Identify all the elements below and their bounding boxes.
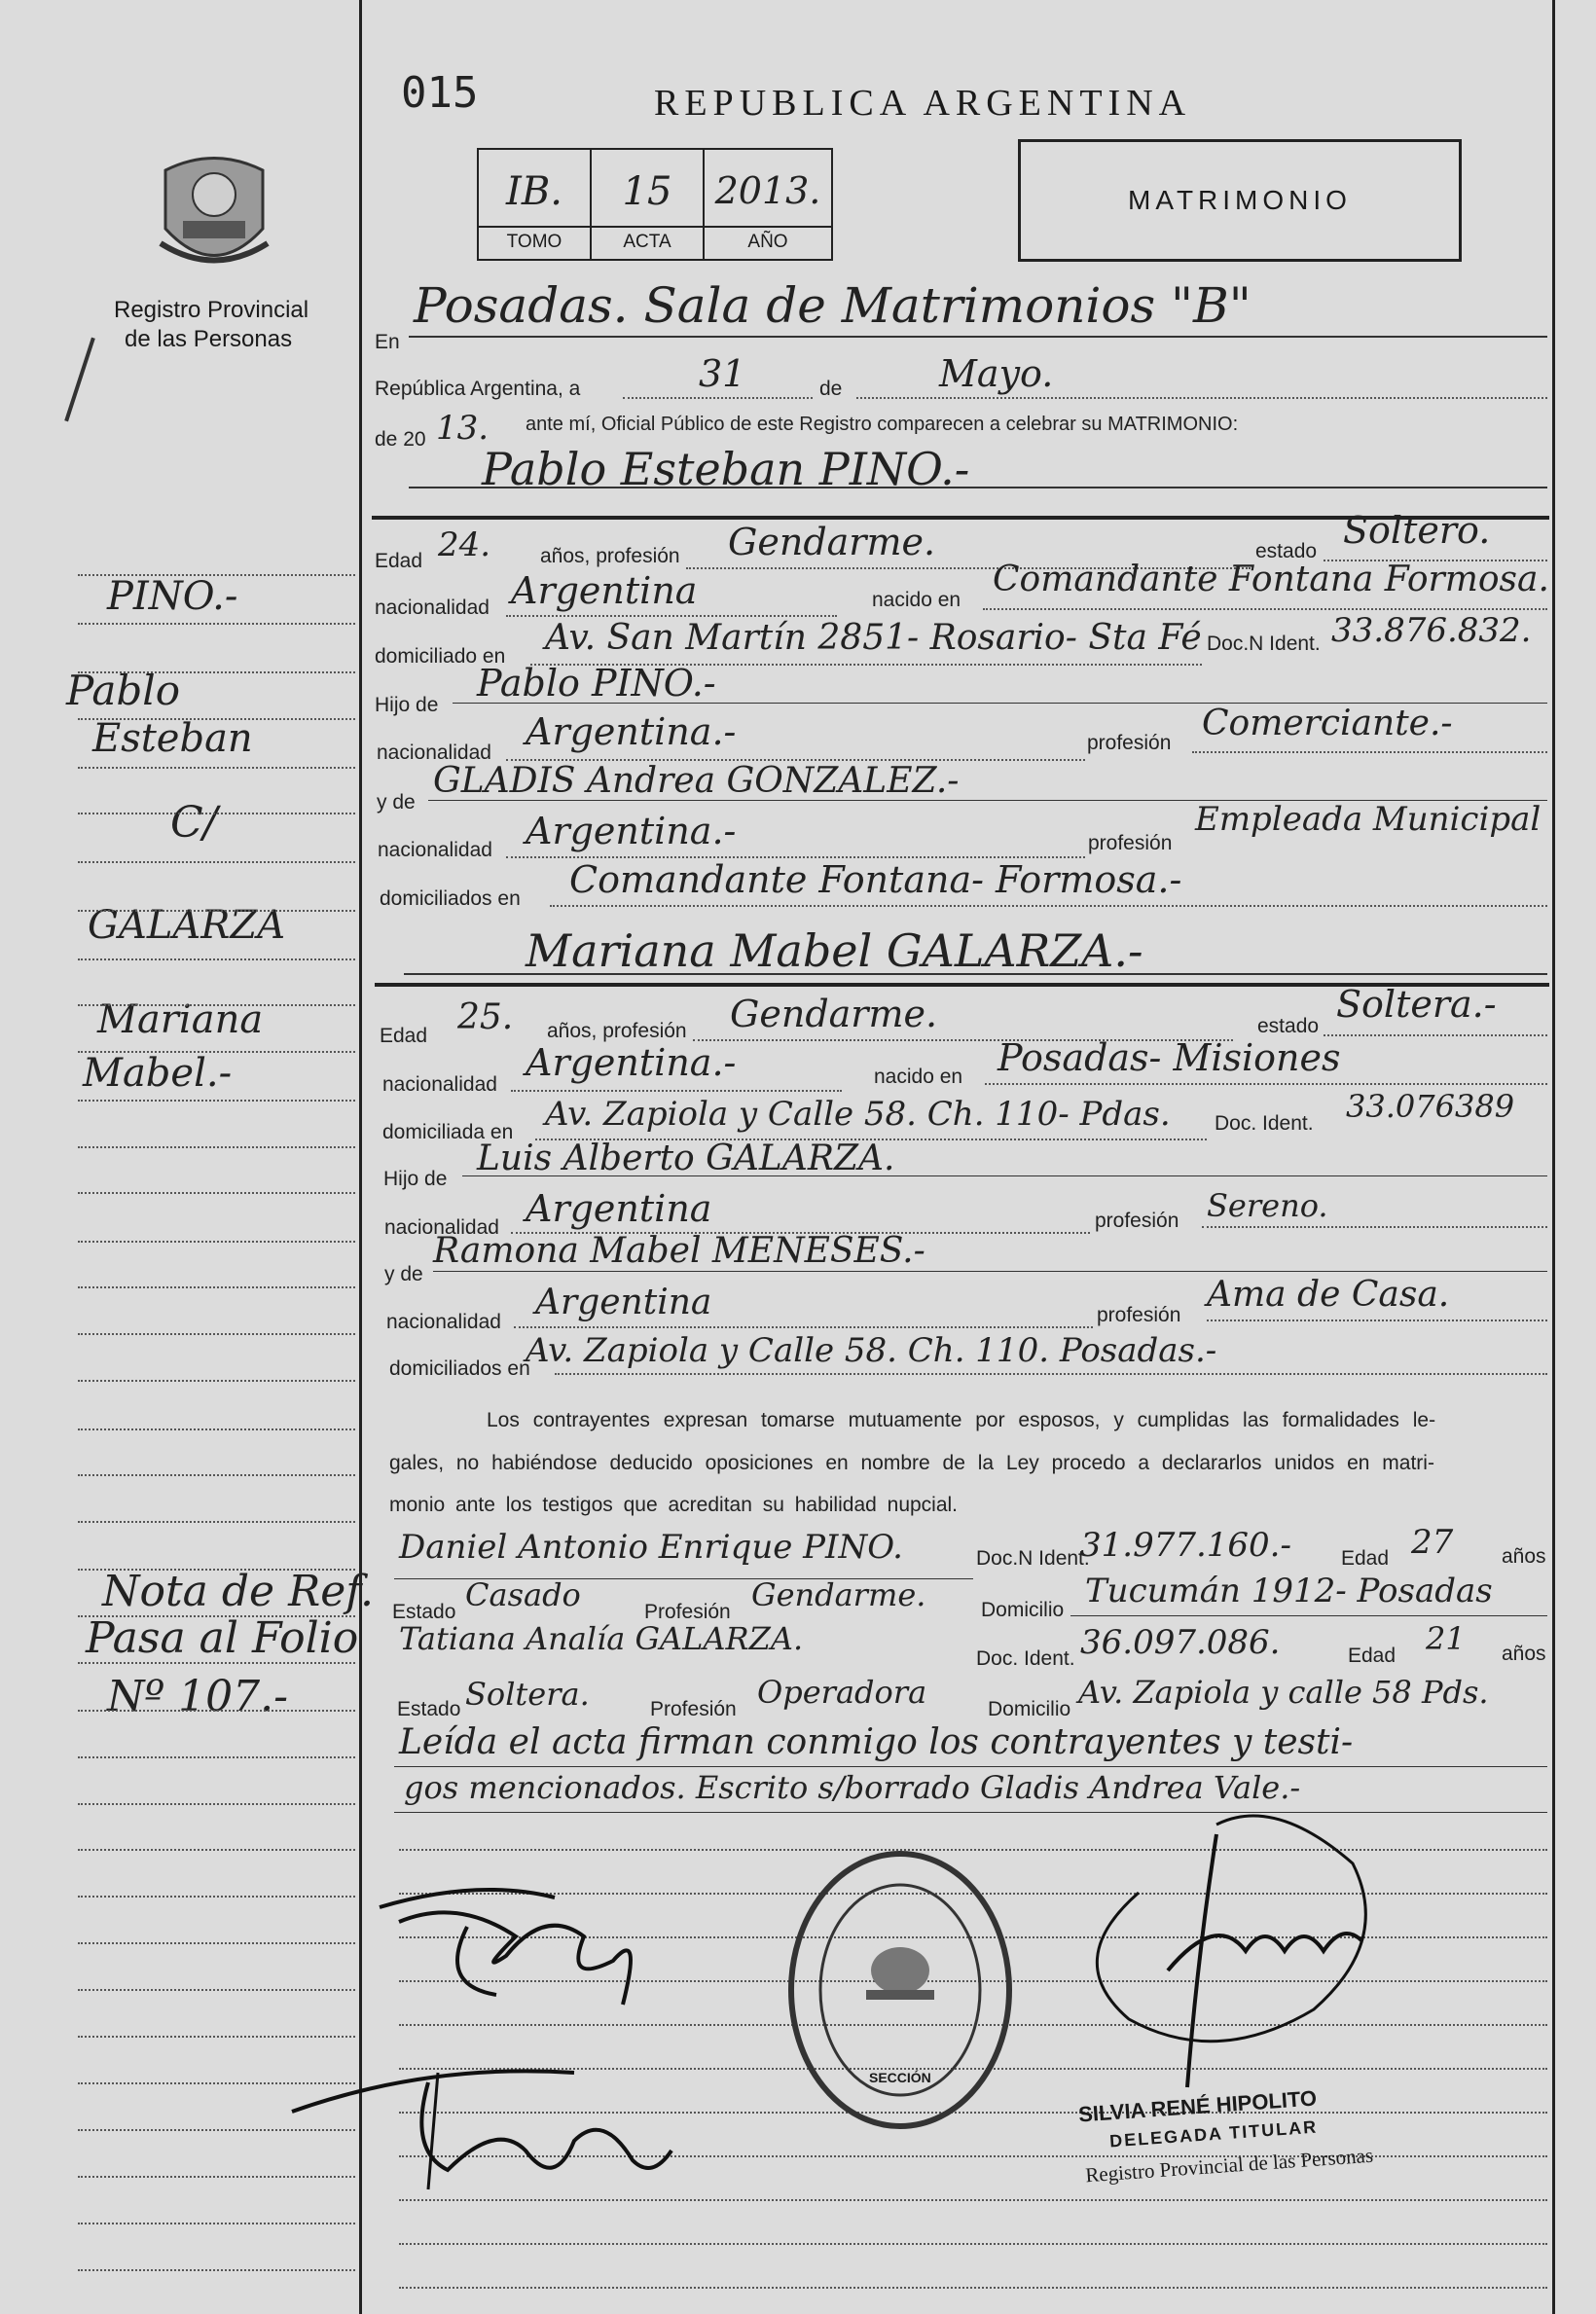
groom-address: Av. San Martín 2851- Rosario- Sta Fé (545, 618, 1202, 658)
witness1-prof: Gendarme. (751, 1576, 926, 1613)
witness2-name: Tatiana Analía GALARZA. (399, 1620, 804, 1657)
groom-mother: GLADIS Andrea GONZALEZ.- (433, 761, 960, 801)
witness2-doc-label: Doc. Ident. (976, 1647, 1075, 1670)
witness1-dom: Tucumán 1912- Posadas (1085, 1572, 1493, 1610)
bride-anios-label: años, profesión (547, 1020, 687, 1042)
bride-father-prof-label: profesión (1095, 1210, 1179, 1232)
bride-father: Luis Alberto GALARZA. (477, 1139, 895, 1178)
acta-label: ACTA (592, 226, 703, 259)
tomo-label: TOMO (479, 226, 590, 259)
witness2-age: 21 (1426, 1620, 1466, 1657)
witness2-doc: 36.097.086. (1080, 1623, 1281, 1662)
official-name: SILVIA RENÉ HIPOLITO (1077, 2085, 1318, 2127)
groom-yde-label: y de (377, 791, 416, 814)
marriage-place: Posadas. Sala de Matrimonios "B" (414, 277, 1251, 334)
bride-dom-label: domiciliada en (382, 1121, 514, 1143)
official-role: DELEGADA TITULAR (1108, 2116, 1319, 2151)
groom-signature (360, 1868, 671, 2024)
witness2-prof: Operadora (757, 1674, 927, 1711)
witness1-dom-label: Domicilio (981, 1599, 1065, 1621)
official-round-stamp-icon (783, 1844, 1017, 2136)
en-label: En (375, 331, 400, 353)
groom-father-nationality: Argentina.- (526, 710, 737, 753)
groom-profession: Gendarme. (728, 521, 936, 563)
witness2-edad-label: Edad (1348, 1645, 1396, 1667)
marriage-day: 31 (699, 352, 746, 395)
misiones-seal-icon (156, 151, 272, 277)
bride-signature (282, 2034, 691, 2199)
closing-line2: gos mencionados. Escrito s/borrado Gladis Andrea Vale.- (404, 1769, 1301, 1806)
bride-father-nationality: Argentina (526, 1187, 712, 1230)
groom-estado: Soltero. (1343, 509, 1491, 552)
declaration-line3: monio ante los testigos que acreditan su habilidad nupcial. (389, 1494, 959, 1516)
declaration-line1: Los contrayentes expresan tomarse mutuamente por esposos, y cumplidas las formalidades le- (487, 1409, 1436, 1431)
groom-full-name: Pablo Esteban PINO.- (482, 443, 970, 495)
groom-nationality: Argentina (511, 569, 698, 612)
margin-groom-second-name: Esteban (92, 716, 253, 761)
country-title: REPUBLICA ARGENTINA (654, 83, 1192, 124)
witness1-age: 27 (1411, 1523, 1454, 1562)
groom-doc-label: Doc.N Ident. (1207, 633, 1321, 655)
groom-father: Pablo PINO.- (477, 662, 716, 705)
bride-estado: Soltera.- (1336, 983, 1497, 1026)
groom-father-profession: Comerciante.- (1202, 704, 1453, 743)
margin-groom-surname: PINO.- (107, 574, 238, 619)
document-type-box (1018, 139, 1462, 262)
groom-mother-nac-label: nacionalidad (378, 839, 492, 861)
witness2-prof-label: Profesión (650, 1698, 737, 1720)
witness1-anios-label: años (1502, 1545, 1546, 1568)
closing-line1: Leída el acta firman conmigo los contrayentes y testi- (399, 1722, 1354, 1762)
margin-note-line2: Pasa al Folio (86, 1613, 359, 1663)
witness2-estado-label: Estado (397, 1698, 461, 1720)
margin-note-line1: Nota de Ref. (102, 1567, 374, 1616)
groom-age: 24. (438, 525, 491, 564)
republica-label: República Argentina, a (375, 378, 581, 400)
official-signature (1022, 1805, 1411, 2107)
margin-bride-second-name: Mabel.- (83, 1051, 233, 1096)
official-office: Registro Provincial de las Personas (1084, 2143, 1374, 2187)
bride-mother-prof-label: profesión (1097, 1304, 1181, 1326)
bride-mother-nac-label: nacionalidad (386, 1311, 501, 1333)
declaration-line2: gales, no habiéndose deducido oposiciones en nombre de la Ley procedo a declararlos unidos en matri- (389, 1452, 1434, 1474)
registry-name-line2: de las Personas (125, 326, 293, 352)
right-border (1552, 0, 1555, 2314)
tomo-value: IB. (506, 169, 562, 214)
witness1-doc-label: Doc.N Ident. (976, 1547, 1090, 1570)
registry-name-line1: Registro Provincial (114, 297, 309, 323)
margin-bride-surname: GALARZA (88, 903, 286, 948)
tomo-cell (477, 148, 592, 261)
margin-note-line3: Nº 107.- (107, 1672, 289, 1721)
anio-label: AÑO (705, 226, 831, 259)
witness2-dom: Av. Zapiola y calle 58 Pds. (1078, 1674, 1489, 1711)
groom-mother-profession: Empleada Municipal (1195, 800, 1542, 839)
bride-parents-address: Av. Zapiola y Calle 58. Ch. 110. Posadas.- (526, 1331, 1217, 1370)
acta-value: 15 (622, 169, 672, 214)
bride-mother-nationality: Argentina (535, 1283, 712, 1322)
groom-father-nac-label: nacionalidad (377, 741, 491, 764)
witness1-doc: 31.977.160.- (1080, 1526, 1291, 1565)
groom-father-prof-label: profesión (1087, 732, 1172, 754)
groom-doc-number: 33.876.832. (1331, 611, 1532, 650)
groom-mother-prof-label: profesión (1088, 832, 1173, 854)
bride-mother: Ramona Mabel MENESES.- (433, 1231, 925, 1271)
bride-profession: Gendarme. (730, 993, 938, 1035)
anio-cell (703, 148, 833, 261)
bride-birthplace: Posadas- Misiones (998, 1036, 1341, 1079)
margin-separator: C/ (170, 798, 218, 848)
bride-age: 25. (457, 997, 514, 1037)
bride-father-profession: Sereno. (1207, 1187, 1328, 1224)
stamp-section-label: SECCIÓN (869, 2070, 931, 2085)
margin-bride-first-name: Mariana (97, 997, 264, 1042)
witness2-anios-label: años (1502, 1643, 1546, 1665)
groom-edad-label: Edad (375, 550, 423, 572)
bride-hijo-label: Hijo de (383, 1168, 448, 1190)
folio-number: 015 (401, 68, 479, 118)
groom-parents-dom-label: domiciliados en (380, 887, 521, 910)
bride-parents-dom-label: domiciliados en (389, 1357, 530, 1380)
witness1-prof-label: Profesión (644, 1601, 731, 1623)
groom-nacido-label: nacido en (872, 589, 961, 611)
groom-birthplace: Comandante Fontana Formosa. (993, 560, 1549, 599)
bride-nac-label: nacionalidad (382, 1073, 497, 1096)
bride-edad-label: Edad (380, 1025, 428, 1047)
groom-anios-label: años, profesión (540, 545, 680, 567)
bride-nationality: Argentina.- (526, 1041, 737, 1084)
groom-hijo-label: Hijo de (375, 694, 439, 716)
witness1-edad-label: Edad (1341, 1547, 1390, 1570)
bride-nacido-label: nacido en (874, 1066, 963, 1088)
witness1-estado: Casado (465, 1576, 581, 1613)
margin-pen-mark (64, 338, 95, 422)
acta-cell (590, 148, 705, 261)
witness2-dom-label: Domicilio (988, 1698, 1071, 1720)
de-label: de (819, 378, 843, 400)
document-type-label: MATRIMONIO (1128, 185, 1352, 215)
groom-estado-label: estado (1255, 540, 1318, 562)
groom-mother-nationality: Argentina.- (526, 810, 737, 852)
margin-groom-first-name: Pablo (66, 667, 181, 714)
bride-full-name: Mariana Mabel GALARZA.- (526, 924, 1143, 977)
groom-parents-address: Comandante Fontana- Formosa.- (569, 858, 1182, 901)
bride-father-nac-label: nacionalidad (384, 1216, 499, 1239)
bride-address: Av. Zapiola y Calle 58. Ch. 110- Pdas. (545, 1095, 1171, 1134)
year-prefix: de 20 (375, 428, 426, 451)
marriage-month: Mayo. (939, 352, 1054, 395)
bride-yde-label: y de (384, 1263, 423, 1285)
bride-doc-label: Doc. Ident. (1215, 1112, 1314, 1135)
groom-dom-label: domiciliado en (375, 645, 506, 668)
bride-mother-profession: Ama de Casa. (1207, 1275, 1450, 1315)
bride-estado-label: estado (1257, 1015, 1320, 1037)
bride-doc-number: 33.076389 (1346, 1088, 1515, 1125)
witness1-name: Daniel Antonio Enrique PINO. (399, 1528, 903, 1567)
anio-value: 2013. (714, 169, 821, 212)
witness1-estado-label: Estado (392, 1601, 456, 1623)
groom-nac-label: nacionalidad (375, 597, 490, 619)
ante-text: ante mí, Oficial Público de este Registro comparecen a celebrar su MATRIMONIO: (526, 414, 1239, 435)
marriage-year: 13. (436, 409, 490, 448)
witness2-estado: Soltera. (465, 1676, 590, 1713)
